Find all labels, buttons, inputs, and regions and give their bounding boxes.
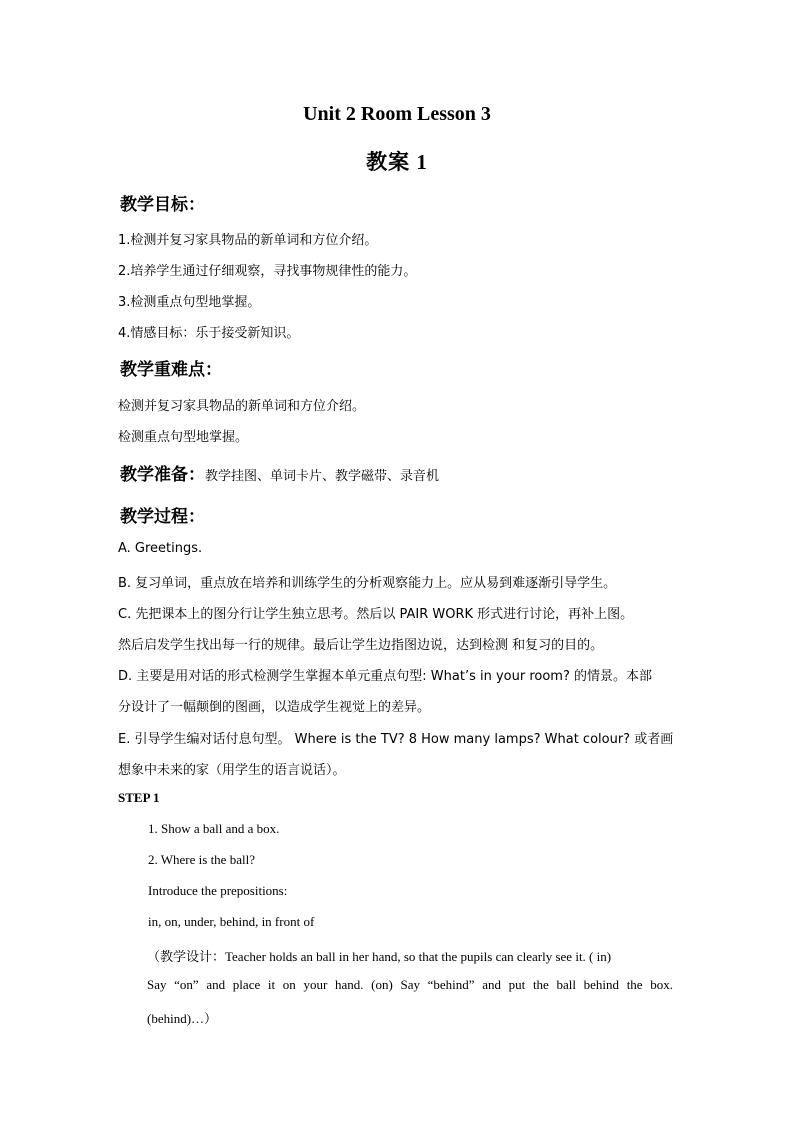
objectives-heading: 教学目标： [120, 195, 205, 215]
step-line: 1. Show a ball and a box. [148, 821, 280, 836]
document-title: Unit 2 Room Lesson 3 [303, 103, 491, 125]
process-line: 然后启发学生找出每一行的规律。最后让学生边指图边说，达到检测 和复习的目的。 [118, 638, 604, 653]
objective-item: 4.情感目标：乐于接受新知识。 [118, 326, 300, 341]
objective-item: 2.培养学生通过仔细观察，寻找事物规律性的能力。 [118, 264, 417, 279]
step-line: (behind)…） [147, 1011, 218, 1026]
preparation-heading: 教学准备： [120, 465, 205, 485]
step-line: in, on, under, behind, in front of [148, 914, 315, 929]
process-heading: 教学过程： [120, 507, 205, 527]
process-line: E. 引导学生编对话付息句型。 Where is the TV? 8 How many lamps? What colour? 或者画 [118, 732, 674, 747]
process-line: D. 主要是用对话的形式检测学生掌握本单元重点句型: What’s in your room? 的情景。本部 [118, 669, 652, 684]
step-line: Say “on” and place it on your hand. (on) Say “behind” and put the ball behind the box. [147, 977, 673, 992]
process-line: B. 复习单词，重点放在培养和训练学生的分析观察能力上。应从易到难逐渐引导学生。 [118, 576, 617, 591]
process-line: 分设计了一幅颠倒的图画，以造成学生视觉上的差异。 [118, 700, 431, 715]
key-point-item: 检测重点句型地掌握。 [118, 430, 249, 445]
step-heading: STEP 1 [118, 790, 160, 805]
objective-item: 3.检测重点句型地掌握。 [118, 295, 261, 310]
process-line: C. 先把课本上的图分行让学生独立思考。然后以 PAIR WORK 形式进行讨论，再补上图。 [118, 607, 634, 622]
preparation-text: 教学挂图、单词卡片、教学磁带、录音机 [205, 469, 440, 484]
objective-item: 1.检测并复习家具物品的新单词和方位介绍。 [118, 233, 378, 248]
step-line: Introduce the prepositions: [148, 883, 288, 898]
step-line: 2. Where is the ball? [148, 852, 255, 867]
process-line: A. Greetings. [118, 541, 203, 556]
key-points-heading: 教学重难点： [120, 360, 222, 380]
preparation-section [120, 460, 439, 485]
document-subtitle: 教案 1 [366, 150, 428, 174]
key-point-item: 检测并复习家具物品的新单词和方位介绍。 [118, 399, 366, 414]
step-line: （教学设计：Teacher holds an ball in her hand, so that the pupils can clearly see it. ( in) [147, 949, 612, 964]
process-line: 想象中未来的家（用学生的语言说话）。 [118, 763, 346, 778]
